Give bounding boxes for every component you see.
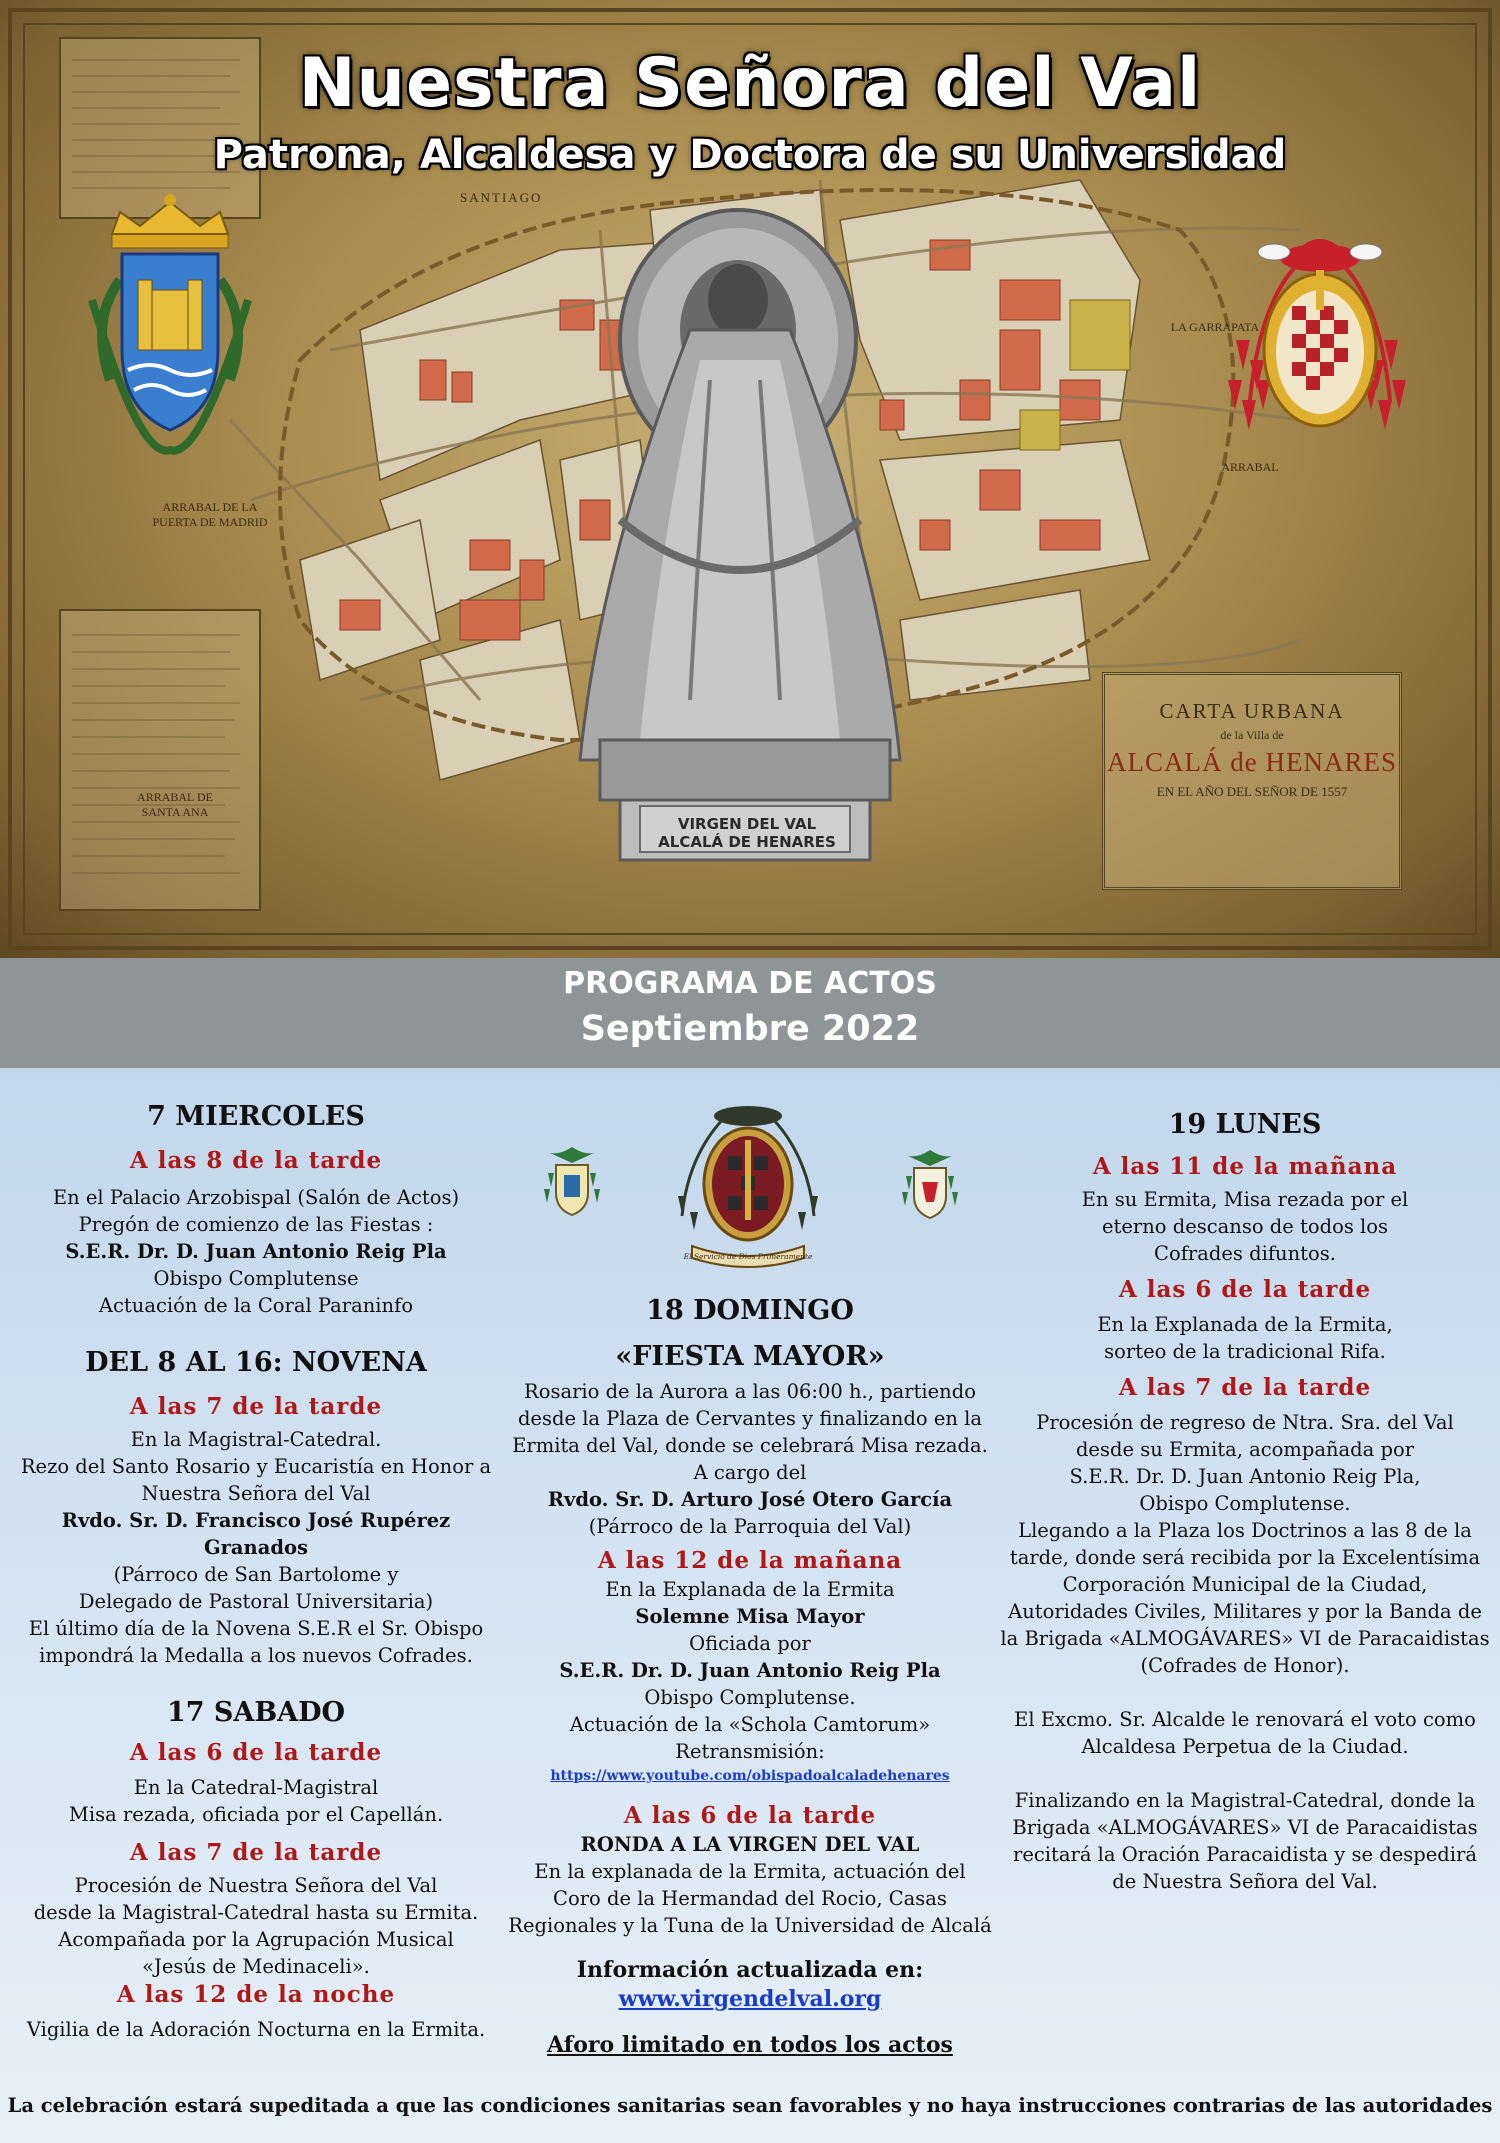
event-line: A cargo del <box>693 1461 807 1484</box>
website-link[interactable]: www.virgendelval.org <box>618 1986 882 2012</box>
event-line: En la Explanada de la Ermita <box>605 1578 895 1601</box>
map-label-puerta-madrid: ARRABAL DE LA PUERTA DE MADRID <box>152 500 268 529</box>
time-18-12: A las 12 de la mañana <box>597 1547 903 1574</box>
cartouche-line2: de la Villa de <box>1220 728 1284 742</box>
bishop-crest-center-icon <box>668 1096 828 1276</box>
program-header-band <box>0 958 1500 1068</box>
virgin-statue-icon <box>580 210 900 860</box>
event-line: Autoridades Civiles, Militares y por la Banda de <box>1008 1600 1482 1623</box>
ronda-title: RONDA A LA VIRGEN DEL VAL <box>580 1833 920 1856</box>
time-17-6: A las 6 de la tarde <box>129 1739 383 1766</box>
event-line: de Nuestra Señora del Val. <box>1112 1870 1378 1893</box>
fiesta-mayor-title: «FIESTA MAYOR» <box>615 1341 885 1372</box>
footer-disclaimer: La celebración estará supeditada a que las condiciones sanitarias sean favorables y no haya instrucciones contrarias de las autoridades <box>7 2094 1493 2117</box>
event-line: Actuación de la Coral Paraninfo <box>98 1294 414 1317</box>
event-line: Delegado de Pastoral Universitaria) <box>78 1590 434 1613</box>
map-label-arrabal: ARRABAL <box>1221 460 1279 474</box>
middle-column <box>500 1294 1000 2060</box>
time-7-tarde-8: A las 8 de la tarde <box>129 1147 383 1174</box>
event-line: Rvdo. Sr. D. Arturo José Otero García <box>547 1488 953 1511</box>
event-line: Finalizando en la Magistral-Catedral, donde la <box>1014 1789 1476 1812</box>
event-line: Vigilia de la Adoración Nocturna en la Ermita. <box>26 2018 486 2041</box>
event-line: desde su Ermita, acompañada por <box>1075 1438 1415 1461</box>
event-line: Nuestra Señora del Val <box>141 1482 371 1505</box>
event-line: Acompañada por la Agrupación Musical <box>58 1928 454 1951</box>
event-line: (Cofrades de Honor). <box>1140 1654 1350 1677</box>
page-title: Nuestra Señora del Val <box>298 44 1202 123</box>
event-line: impondrá la Medalla a los nuevos Cofrades. <box>39 1644 473 1667</box>
cartouche-line1: CARTA URBANA <box>1159 699 1345 723</box>
map-background <box>0 0 1500 958</box>
event-line: recitará la Oración Paracaidista y se despedirá <box>1013 1843 1477 1866</box>
program-body <box>0 1068 1500 2143</box>
event-line: Obispo Complutense. <box>644 1686 856 1709</box>
day-title-novena: DEL 8 AL 16: NOVENA <box>85 1347 427 1378</box>
event-line: desde la Plaza de Cervantes y finalizando en la <box>517 1407 983 1430</box>
time-18-6: A las 6 de la tarde <box>623 1802 877 1829</box>
cartouche-line3: ALCALÁ de HENARES <box>1107 747 1397 777</box>
info-label: Información actualizada en: <box>576 1957 924 1983</box>
day-title-19: 19 LUNES <box>1168 1109 1322 1140</box>
aforo-notice: Aforo limitado en todos los actos <box>547 2032 953 2058</box>
event-line: Cofrades difuntos. <box>1154 1242 1336 1265</box>
time-17-12: A las 12 de la noche <box>116 1981 396 2008</box>
event-line: Oficiada por <box>689 1632 811 1655</box>
day-title-7: 7 MIERCOLES <box>147 1101 365 1132</box>
youtube-link[interactable]: https://www.youtube.com/obispadoalcaladehenares <box>550 1768 950 1784</box>
map-label-santiago: SANTIAGO <box>460 190 543 205</box>
event-line: Coro de la Hermandad del Rocio, Casas <box>553 1887 947 1910</box>
time-19-7: A las 7 de la tarde <box>1118 1374 1372 1401</box>
event-line: Procesión de Nuestra Señora del Val <box>74 1874 438 1897</box>
event-line: tarde, donde será recibida por la Excelentísima <box>1009 1546 1481 1569</box>
event-line: Solemne Misa Mayor <box>635 1605 865 1628</box>
left-column <box>12 1100 500 2043</box>
right-column <box>1000 1108 1490 1895</box>
event-line: Alcaldesa Perpetua de la Ciudad. <box>1081 1735 1409 1758</box>
event-line: (Párroco de la Parroquia del Val) <box>588 1515 912 1538</box>
event-line: El último día de la Novena S.E.R el Sr. Obispo <box>28 1617 484 1640</box>
event-line: Corporación Municipal de la Ciudad, <box>1062 1573 1428 1596</box>
confraternity-crest-right-icon <box>898 1146 962 1226</box>
day-title-18: 18 DOMINGO <box>646 1295 854 1326</box>
confraternity-crest-left-icon <box>540 1143 604 1223</box>
map-label-santa-ana: ARRABAL DE SANTA ANA <box>137 790 213 819</box>
event-line: Llegando a la Plaza los Doctrinos a las 8 de la <box>1018 1519 1472 1542</box>
alcala-coat-of-arms-icon <box>92 194 248 451</box>
event-line: Obispo Complutense. <box>1139 1492 1351 1515</box>
event-line: eterno descanso de todos los <box>1101 1215 1389 1238</box>
event-line: En la Catedral-Magistral <box>133 1776 379 1799</box>
event-line: S.E.R. Dr. D. Juan Antonio Reig Pla <box>65 1240 447 1263</box>
day-title-17: 17 SABADO <box>166 1697 346 1728</box>
program-date: Septiembre 2022 <box>580 1009 920 1049</box>
statue-base-line2: ALCALÁ DE HENARES <box>658 833 836 851</box>
event-line: sorteo de la tradicional Rifa. <box>1104 1340 1386 1363</box>
event-line: Rezo del Santo Rosario y Eucaristía en Honor a <box>20 1455 492 1478</box>
event-line: Procesión de regreso de Ntra. Sra. del Val <box>1036 1411 1454 1434</box>
crest-motto: El Servicio de Dios Primeramente <box>683 1252 813 1261</box>
event-line: En la explanada de la Ermita, actuación del <box>534 1860 966 1883</box>
event-line: «Jesús de Medinaceli». <box>142 1955 370 1978</box>
event-line: Retransmisión: <box>675 1740 825 1763</box>
time-19-6: A las 6 de la tarde <box>1118 1276 1372 1303</box>
map-cartouche <box>1102 672 1402 890</box>
event-line: S.E.R. Dr. D. Juan Antonio Reig Pla, <box>1069 1465 1421 1488</box>
time-19-11: A las 11 de la mañana <box>1092 1153 1398 1180</box>
statue-base-line1: VIRGEN DEL VAL <box>677 815 817 833</box>
event-line: Actuación de la «Schola Camtorum» <box>569 1713 931 1736</box>
time-17-7: A las 7 de la tarde <box>129 1839 383 1866</box>
event-line: El Excmo. Sr. Alcalde le renovará el voto como <box>1014 1708 1476 1731</box>
event-line: la Brigada «ALMOGÁVARES» VI de Paracaidistas <box>1000 1627 1490 1650</box>
event-line: (Párroco de San Bartolome y <box>113 1563 399 1586</box>
event-line: Ermita del Val, donde se celebrará Misa rezada. <box>512 1434 988 1457</box>
page-subtitle: Patrona, Alcaldesa y Doctora de su Universidad <box>213 132 1287 178</box>
cartouche-line4: EN EL AÑO DEL SEÑOR DE 1557 <box>1156 784 1348 799</box>
event-line: En el Palacio Arzobispal (Salón de Actos) <box>52 1186 460 1209</box>
event-line: Pregón de comienzo de las Fiestas : <box>78 1213 434 1236</box>
event-line: En su Ermita, Misa rezada por el <box>1081 1188 1409 1211</box>
event-line: Brigada «ALMOGÁVARES» VI de Paracaidistas <box>1012 1816 1478 1839</box>
event-line: Rvdo. Sr. D. Francisco José Rupérez Granados <box>61 1509 451 1559</box>
event-line: Rosario de la Aurora a las 06:00 h., partiendo <box>524 1380 976 1403</box>
event-line: desde la Magistral-Catedral hasta su Ermita. <box>33 1901 479 1924</box>
map-label-garrapata: LA GARRAPATA <box>1170 320 1260 334</box>
event-line: En la Magistral-Catedral. <box>130 1428 382 1451</box>
time-novena: A las 7 de la tarde <box>129 1393 383 1420</box>
event-line: En la Explanada de la Ermita, <box>1097 1313 1393 1336</box>
event-line: S.E.R. Dr. D. Juan Antonio Reig Pla <box>559 1659 941 1682</box>
event-line: Misa rezada, oficiada por el Capellán. <box>68 1803 444 1826</box>
event-line: Obispo Complutense <box>153 1267 359 1290</box>
program-title: PROGRAMA DE ACTOS <box>563 966 937 1001</box>
event-line: Regionales y la Tuna de la Universidad de Alcalá <box>508 1914 992 1937</box>
